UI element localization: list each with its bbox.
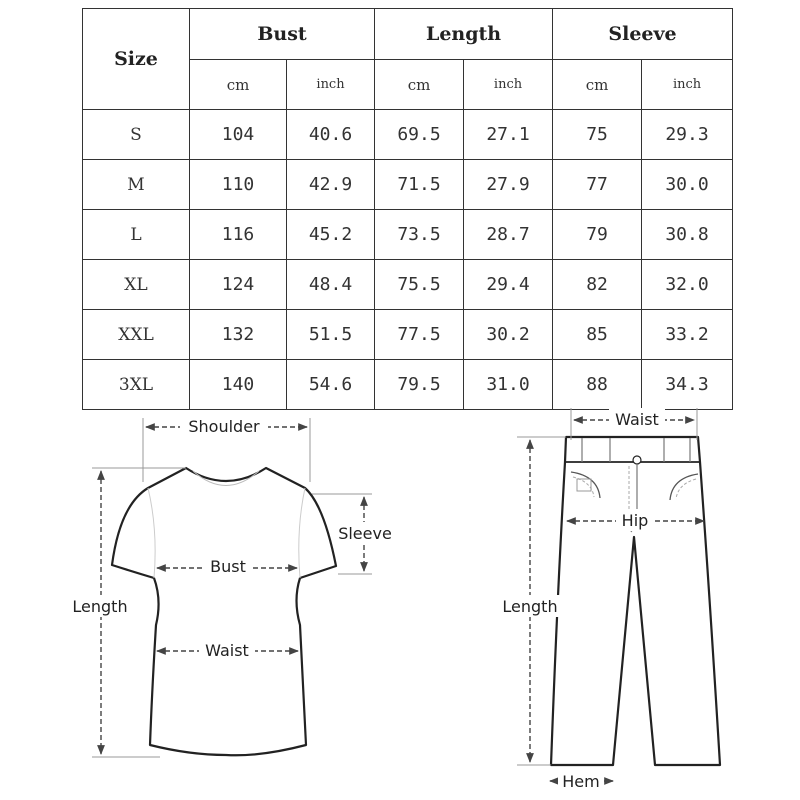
length-cm-cell: 77.5 bbox=[375, 310, 464, 360]
unit-header-inch: inch bbox=[642, 60, 733, 110]
bust-inch-cell: 51.5 bbox=[287, 310, 375, 360]
bust-inch-cell: 40.6 bbox=[287, 110, 375, 160]
pants-outline bbox=[551, 437, 720, 765]
sleeve-inch-cell: 29.3 bbox=[642, 110, 733, 160]
bust-group-header: Bust bbox=[190, 9, 375, 60]
length-cm-cell: 79.5 bbox=[375, 360, 464, 410]
sleeve-cm-cell: 82 bbox=[553, 260, 642, 310]
sleeve-inch-cell: 34.3 bbox=[642, 360, 733, 410]
pants-length-label: Length bbox=[502, 597, 558, 616]
unit-header-inch: inch bbox=[464, 60, 553, 110]
length-cm-cell: 69.5 bbox=[375, 110, 464, 160]
length-cm-cell: 71.5 bbox=[375, 160, 464, 210]
table-row bbox=[83, 360, 733, 410]
length-inch-cell: 27.1 bbox=[464, 110, 553, 160]
table-row bbox=[83, 160, 733, 210]
unit-header-inch: inch bbox=[287, 60, 375, 110]
unit-header-cm: cm bbox=[553, 60, 642, 110]
pants-waist-label: Waist bbox=[615, 410, 659, 429]
bust-cm-cell: 116 bbox=[190, 210, 287, 260]
sleeve-inch-cell: 30.8 bbox=[642, 210, 733, 260]
shirt-length-label: Length bbox=[72, 597, 128, 616]
sleeve-inch-cell: 32.0 bbox=[642, 260, 733, 310]
sleeve-cm-cell: 88 bbox=[553, 360, 642, 410]
bust-cm-cell: 124 bbox=[190, 260, 287, 310]
bust-inch-cell: 54.6 bbox=[287, 360, 375, 410]
size-cell: S bbox=[83, 110, 190, 160]
size-cell: M bbox=[83, 160, 190, 210]
table-row bbox=[83, 310, 733, 360]
header-row-groups bbox=[83, 9, 733, 60]
length-inch-cell: 27.9 bbox=[464, 160, 553, 210]
pants-hem-label: Hem bbox=[562, 772, 600, 791]
length-inch-cell: 28.7 bbox=[464, 210, 553, 260]
bust-inch-cell: 42.9 bbox=[287, 160, 375, 210]
shirt-waist-label: Waist bbox=[205, 641, 249, 660]
sleeve-cm-cell: 85 bbox=[553, 310, 642, 360]
table-row bbox=[83, 110, 733, 160]
sleeve-cm-cell: 75 bbox=[553, 110, 642, 160]
length-cm-cell: 73.5 bbox=[375, 210, 464, 260]
pants-diagram bbox=[497, 408, 720, 792]
pants-hip-label: Hip bbox=[621, 511, 649, 530]
bust-label: Bust bbox=[210, 557, 246, 576]
sleeve-inch-cell: 33.2 bbox=[642, 310, 733, 360]
tshirt-diagram bbox=[68, 414, 394, 757]
sleeve-group-header: Sleeve bbox=[553, 9, 733, 60]
table-row bbox=[83, 260, 733, 310]
pants-button bbox=[633, 456, 641, 464]
length-inch-cell: 31.0 bbox=[464, 360, 553, 410]
length-group-header: Length bbox=[375, 9, 553, 60]
length-inch-cell: 30.2 bbox=[464, 310, 553, 360]
size-cell: XL bbox=[83, 260, 190, 310]
size-cell: 3XL bbox=[83, 360, 190, 410]
measurement-diagram bbox=[0, 406, 800, 800]
size-column-header: Size bbox=[83, 9, 190, 110]
bust-cm-cell: 104 bbox=[190, 110, 287, 160]
sleeve-cm-cell: 79 bbox=[553, 210, 642, 260]
unit-header-cm: cm bbox=[190, 60, 287, 110]
unit-header-cm: cm bbox=[375, 60, 464, 110]
tshirt-outline bbox=[112, 468, 336, 755]
table-row bbox=[83, 210, 733, 260]
shoulder-label: Shoulder bbox=[188, 417, 260, 436]
sleeve-inch-cell: 30.0 bbox=[642, 160, 733, 210]
bust-cm-cell: 132 bbox=[190, 310, 287, 360]
bust-inch-cell: 45.2 bbox=[287, 210, 375, 260]
size-table bbox=[82, 8, 733, 410]
bust-cm-cell: 140 bbox=[190, 360, 287, 410]
size-cell: XXL bbox=[83, 310, 190, 360]
length-inch-cell: 29.4 bbox=[464, 260, 553, 310]
sleeve-label: Sleeve bbox=[338, 524, 392, 543]
bust-cm-cell: 110 bbox=[190, 160, 287, 210]
size-cell: L bbox=[83, 210, 190, 260]
length-cm-cell: 75.5 bbox=[375, 260, 464, 310]
bust-inch-cell: 48.4 bbox=[287, 260, 375, 310]
sleeve-cm-cell: 77 bbox=[553, 160, 642, 210]
